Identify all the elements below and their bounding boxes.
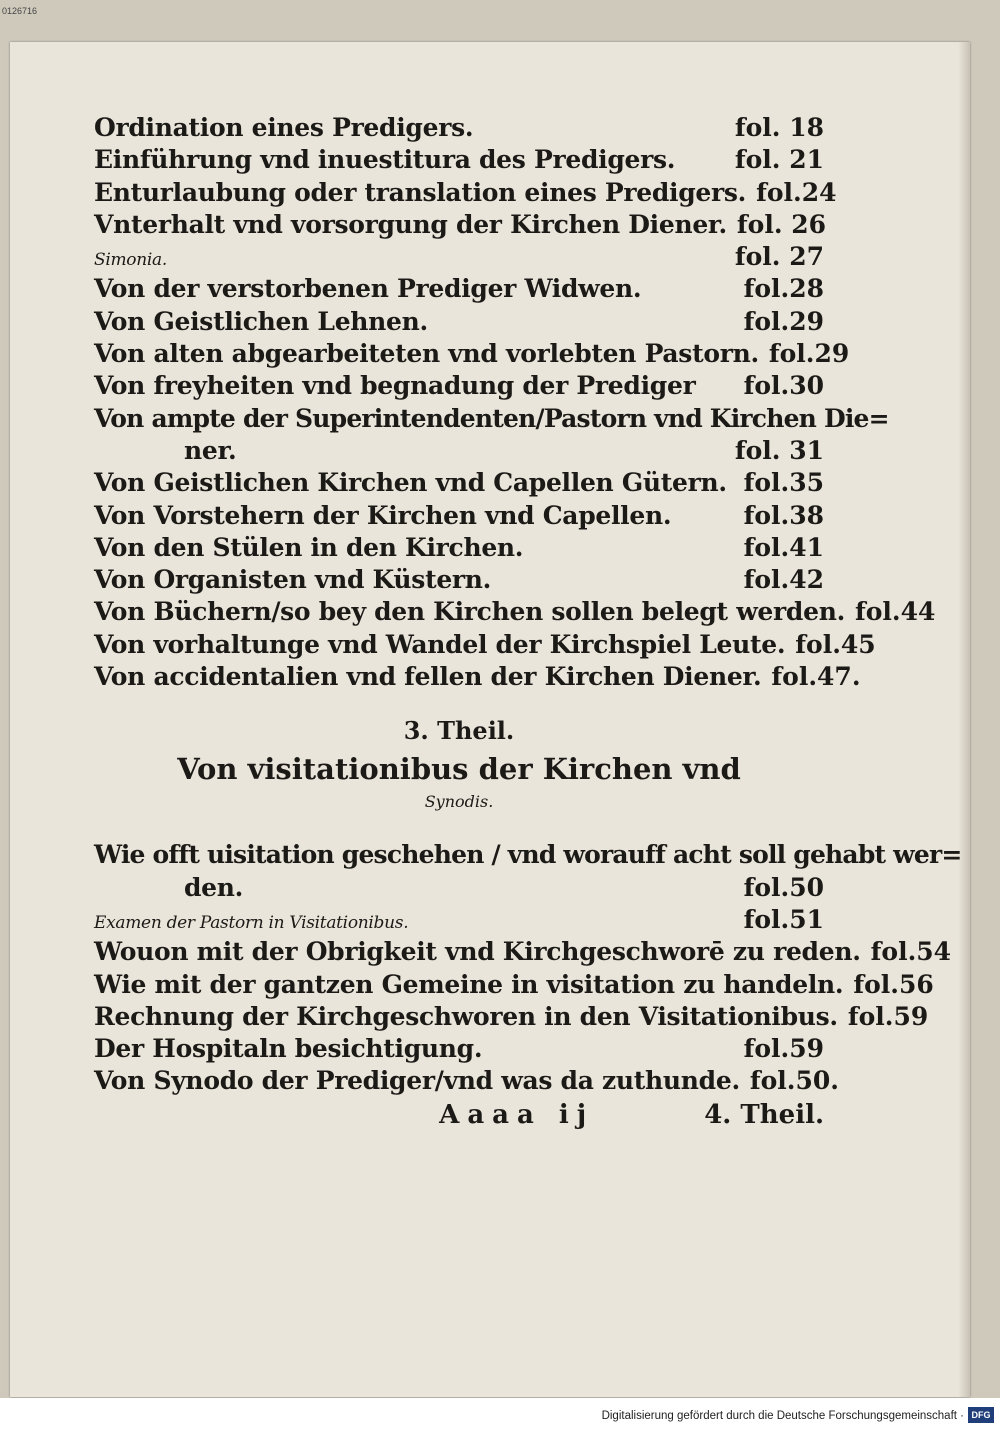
toc-entry-folio: fol.59 <box>847 1001 929 1031</box>
toc-entry <box>94 564 824 596</box>
toc-entry-continuation <box>94 435 824 467</box>
toc-entry-folio: fol.42 <box>743 565 824 595</box>
section-heading <box>94 713 824 815</box>
toc-entry <box>94 904 824 936</box>
toc-entry <box>94 241 824 273</box>
toc-entry-folio: fol.24 <box>756 177 837 207</box>
toc-entry-title: Simonia. <box>94 250 167 271</box>
toc-entry-title: Wie mit der gantzen Gemeine in visitation zu handeln. <box>94 969 844 999</box>
toc-entry <box>94 500 824 532</box>
catchword: 4. Theil. <box>704 1099 824 1130</box>
toc-entry-title: Von Synodo der Prediger/vnd was da zuthunde. <box>94 1066 740 1096</box>
toc-entry-title: Von ampte der Superintendenten/Pastorn vnd Kirchen Die= <box>94 403 889 433</box>
toc-entry <box>94 629 876 661</box>
toc-entry <box>94 209 827 241</box>
table-of-contents <box>94 112 962 1132</box>
toc-entry-title: Enturlaubung oder translation eines Predigers. <box>94 177 747 207</box>
toc-entry-title: Examen der Pastorn in Visitationibus. <box>94 912 409 933</box>
toc-entry <box>94 403 889 435</box>
toc-entry <box>94 177 837 209</box>
toc-entry-title: Der Hospitaln besichtigung. <box>94 1034 483 1064</box>
toc-entry <box>94 969 934 1001</box>
book-page <box>10 42 970 1397</box>
toc-entry-title: Von der verstorbenen Prediger Widwen. <box>94 274 642 304</box>
toc-entry <box>94 661 861 693</box>
toc-entry-folio: fol.50. <box>749 1066 839 1096</box>
toc-entry-folio: fol.41 <box>743 532 824 562</box>
toc-entry-folio: fol.29 <box>743 306 824 336</box>
toc-entry <box>94 273 824 305</box>
toc-entry-title: Rechnung der Kirchgeschworen in den Visitationibus. <box>94 1001 838 1031</box>
toc-entry-title: Von Organisten vnd Küstern. <box>94 565 492 595</box>
page-edge-shadow <box>958 42 970 1397</box>
section-title: Von visitationibus der Kirchen vnd <box>177 752 741 787</box>
toc-entry-folio: fol. 18 <box>734 113 824 142</box>
toc-entry-title: ner. <box>184 435 237 465</box>
section-subtitle: Synodis. <box>424 792 494 812</box>
toc-entry <box>94 839 962 871</box>
toc-entry-folio: fol.38 <box>743 500 824 530</box>
toc-entry-title: Von Geistlichen Kirchen vnd Capellen Gütern. <box>94 468 727 498</box>
toc-entry <box>94 532 824 564</box>
toc-entry-title: Von vorhaltunge vnd Wandel der Kirchspiel Leute. <box>94 629 786 659</box>
toc-entry-folio: fol. 26 <box>736 209 827 239</box>
page-footer <box>94 1098 824 1132</box>
toc-entry-folio: fol. 27 <box>734 242 824 272</box>
toc-entry-folio: fol.56 <box>853 969 934 999</box>
toc-entry <box>94 306 824 338</box>
toc-entry-folio: fol. 21 <box>734 145 824 175</box>
toc-entry-title: Von freyheiten vnd begnadung der Prediger <box>94 371 696 401</box>
toc-entry-folio: fol.29 <box>768 339 850 369</box>
toc-entry-title: Einführung vnd inuestitura des Predigers. <box>94 145 676 175</box>
toc-entry-title: Wouon mit der Obrigkeit vnd Kirchgeschworē zu reden. <box>94 937 861 967</box>
toc-entry-title: Von alten abgearbeiteten vnd vorlebten Pastorn. <box>94 339 759 369</box>
toc-entry-folio: fol. 31 <box>734 435 824 465</box>
toc-entry <box>94 1065 839 1097</box>
scan-id-label: 0126716 <box>2 6 38 16</box>
dfg-logo-icon: DFG <box>968 1407 994 1423</box>
toc-entry-folio: fol.35 <box>743 468 824 498</box>
toc-entry-title: Wie offt uisitation geschehen / vnd worauff acht soll gehabt wer= <box>94 840 962 870</box>
toc-entry <box>94 467 824 499</box>
toc-entry-title: Ordination eines Predigers. <box>94 113 474 142</box>
toc-entry <box>94 144 824 176</box>
toc-entry-folio: fol.47. <box>771 662 861 692</box>
toc-entry-title: Von Büchern/so bey den Kirchen sollen belegt werden. <box>94 597 845 627</box>
section-number: 3. Theil. <box>403 716 515 746</box>
toc-entry <box>94 370 824 402</box>
toc-entry-continuation <box>94 872 824 904</box>
toc-part3-list <box>94 839 962 1097</box>
toc-entry-folio: fol.59 <box>743 1034 824 1064</box>
toc-entry <box>94 1001 929 1033</box>
signature-mark: Aaaa ij <box>439 1099 595 1130</box>
toc-entry-folio: fol.50 <box>743 872 824 902</box>
toc-entry <box>94 936 952 968</box>
toc-entry-title: Von Geistlichen Lehnen. <box>94 306 428 336</box>
toc-entry-folio: fol.30 <box>743 371 824 401</box>
toc-entry-folio: fol.28 <box>743 274 824 304</box>
toc-entry-title: Von Vorstehern der Kirchen vnd Capellen. <box>94 500 672 530</box>
toc-entry-title: den. <box>184 872 244 902</box>
toc-entry-folio: fol.45 <box>795 629 876 659</box>
toc-entry <box>94 112 824 144</box>
dfg-funding-bar <box>0 1398 1000 1434</box>
toc-entry <box>94 338 850 370</box>
toc-entry <box>94 596 936 628</box>
toc-entry-folio: fol.54 <box>870 937 952 967</box>
toc-entry <box>94 1033 824 1065</box>
toc-entry-title: Vnterhalt vnd vorsorgung der Kirchen Diener. <box>94 209 727 239</box>
dfg-funding-text: Digitalisierung gefördert durch die Deutsche Forschungsgemeinschaft · <box>601 1410 964 1422</box>
toc-entry-title: Von den Stülen in den Kirchen. <box>94 532 524 562</box>
toc-entry-title: Von accidentalien vnd fellen der Kirchen Diener. <box>94 662 762 692</box>
toc-part2-list <box>94 112 936 693</box>
toc-entry-folio: fol.44 <box>854 597 936 627</box>
toc-entry-folio: fol.51 <box>743 904 824 934</box>
